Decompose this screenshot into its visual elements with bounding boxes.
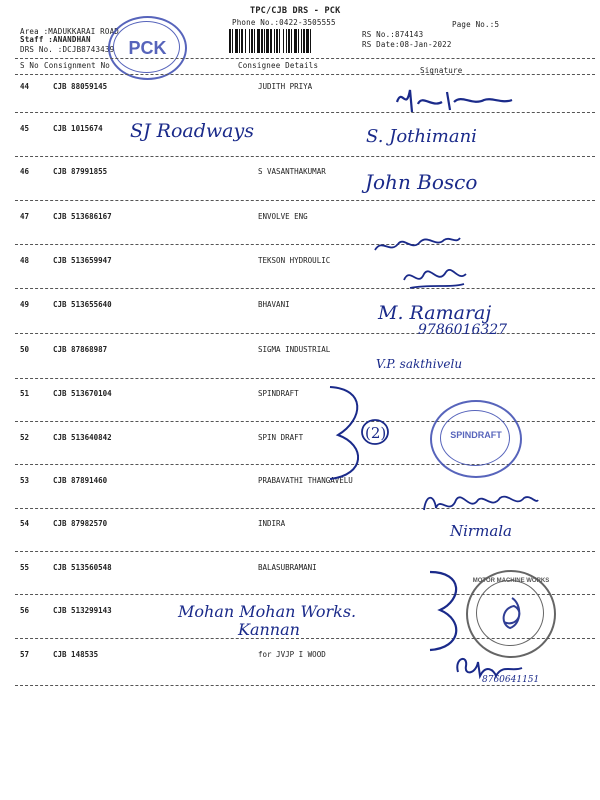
hw-roadways: SJ Roadways <box>130 120 254 142</box>
table-row <box>0 124 600 136</box>
row-sno: 50 <box>20 345 30 354</box>
row-consignee: INDIRA <box>258 519 286 528</box>
signature-row44 <box>392 82 522 122</box>
row-consignment: CJB 88059145 <box>53 82 108 91</box>
row-consignee: SPIN DRAFT <box>258 433 304 442</box>
phone-number: Phone No.:0422-3505555 <box>232 18 336 27</box>
row-consignee: JUDITH PRIYA <box>258 82 313 91</box>
row-consignment: CJB 513560548 <box>53 563 112 572</box>
pck-stamp <box>108 16 187 80</box>
table-row <box>0 300 600 312</box>
row-sno: 52 <box>20 433 30 442</box>
row-sno: 49 <box>20 300 30 309</box>
table-row <box>0 345 600 357</box>
hw-sakthivelu: V.P. sakthivelu <box>376 357 463 371</box>
motor-machine-stamp <box>466 570 556 658</box>
row-separator <box>15 378 595 379</box>
row-sno: 54 <box>20 519 30 528</box>
row-consignee: SPINDRAFT <box>258 389 299 398</box>
hw-jothimani: S. Jothimani <box>366 126 477 147</box>
area-field: Area :MADUKKARAI ROAD <box>20 27 120 36</box>
hw-nirmala: Nirmala <box>450 522 512 540</box>
page-number: Page No.:5 <box>452 20 500 29</box>
row-consignment: CJB 513686167 <box>53 212 112 221</box>
row-consignment: CJB 87891460 <box>53 476 108 485</box>
row-sno: 48 <box>20 256 30 265</box>
row-sno: 55 <box>20 563 30 572</box>
col-signature: Signature <box>420 66 463 75</box>
signature-row53 <box>420 486 540 520</box>
hw-mohan-works: Mohan Mohan Works. <box>178 602 357 621</box>
col-sno: S No <box>20 61 39 70</box>
stamp-scribble <box>492 594 532 634</box>
row-sno: 46 <box>20 167 30 176</box>
row-sno: 53 <box>20 476 30 485</box>
row-sno: 45 <box>20 124 30 133</box>
row-consignment: CJB 87982570 <box>53 519 108 528</box>
rs-number: RS No.:874143 <box>362 30 424 39</box>
hw-phone-57: 8760641151 <box>482 675 540 685</box>
row-consignment: CJB 87868987 <box>53 345 108 354</box>
circle-mark-2 <box>360 417 390 447</box>
rs-date: RS Date:08-Jan-2022 <box>362 40 452 49</box>
row-sno: 44 <box>20 82 30 91</box>
row-separator <box>15 244 595 245</box>
header-bottom-rule <box>15 74 595 75</box>
barcode <box>229 29 354 53</box>
row-separator <box>15 288 595 289</box>
signature-row47 <box>372 230 462 260</box>
row-consignee: S VASANTHAKUMAR <box>258 167 326 176</box>
row-consignee: ENVOLVE ENG <box>258 212 308 221</box>
row-consignee: SIGMA INDUSTRIAL <box>258 345 331 354</box>
row-consignment: CJB 513659947 <box>53 256 112 265</box>
bracket-55-57 <box>426 566 466 656</box>
motor-machine-stamp-text: MOTOR MACHINE WORKS <box>472 578 550 584</box>
spindraft-stamp-text: SPINDRAFT <box>450 430 502 440</box>
row-consignment: CJB 513655640 <box>53 300 112 309</box>
row-consignment: CJB 513299143 <box>53 606 112 615</box>
spindraft-stamp <box>430 400 522 478</box>
row-sno: 51 <box>20 389 30 398</box>
table-row <box>0 389 600 401</box>
row-sno: 57 <box>20 650 30 659</box>
row-separator <box>15 551 595 552</box>
row-consignee: BHAVANI <box>258 300 290 309</box>
col-consignee: Consignee Details <box>238 61 319 70</box>
hw-ramaraj-phone: 9786016327 <box>418 322 508 338</box>
row-consignment: CJB 1015674 <box>53 124 103 133</box>
row-consignee: BALASUBRAMANI <box>258 563 317 572</box>
table-row <box>0 256 600 268</box>
row-sno: 56 <box>20 606 30 615</box>
row-consignment: CJB 513670104 <box>53 389 112 398</box>
row-consignee: for JVJP I WOOD <box>258 650 326 659</box>
row-consignee: PRABAVATHI THANGAVELU <box>258 476 353 485</box>
col-consignment: Consignment No <box>44 61 111 70</box>
pck-stamp-text: PCK <box>128 38 167 58</box>
row-consignment: CJB 513640842 <box>53 433 112 442</box>
drs-number: DRS No. :DCJB8743439 <box>20 45 115 54</box>
hw-kannan: Kannan <box>238 620 300 639</box>
header-top-rule <box>15 58 595 59</box>
table-row <box>0 212 600 224</box>
hw-mark-2: (2) <box>365 424 387 442</box>
signature-row48 <box>400 262 470 294</box>
table-row <box>0 167 600 179</box>
row-separator <box>15 200 595 201</box>
row-consignment: CJB 87991855 <box>53 167 108 176</box>
row-consignee: TEKSON HYDROULIC <box>258 256 331 265</box>
hw-john-bosco: John Bosco <box>365 170 478 194</box>
staff-field: Staff :ANANDHAN <box>20 35 91 44</box>
row-separator <box>15 685 595 686</box>
row-consignment: CJB 148535 <box>53 650 99 659</box>
sheet-title: TPC/CJB DRS - PCK <box>250 6 341 16</box>
hw-ramaraj: M. Ramaraj <box>378 302 492 324</box>
row-sno: 47 <box>20 212 30 221</box>
row-separator <box>15 156 595 157</box>
row-separator <box>15 333 595 334</box>
